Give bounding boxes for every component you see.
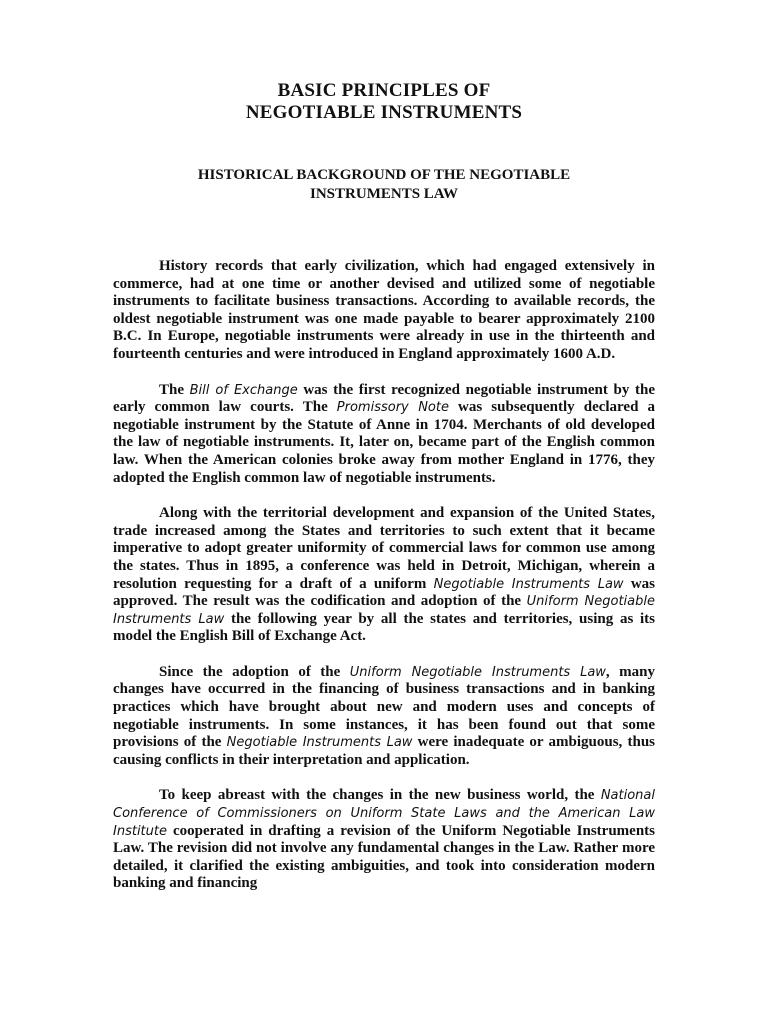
body-text bbox=[113, 258, 655, 893]
text-run: Along with the territorial development and expansion of the United States, trade increased among the States and territories to such extent that it became imperative to adopt greater uniformity of commercial laws for common use among the states. Thus in 1895, a conference was held in Detroit, Michigan, wherein a resolution requesting for a draft of a uniform bbox=[113, 505, 655, 592]
text-run: was subsequently declared a negotiable instrument by the Statute of Anne in 1704. Merchants of old developed the law of negotiable instruments. It, later on, became part of the English common law. When the American colonies broke away from mother England in 1776, they adopted the English common law of negotiable instruments. bbox=[113, 399, 656, 486]
section-heading bbox=[113, 166, 655, 204]
text-run: , many changes have occurred in the financing of business transactions and in banking practices which have brought about new and modern uses and concepts of negotiable instruments. In some instances, it has been found out that some provisions of the bbox=[113, 663, 655, 751]
text-run: To keep abreast with the changes in the new business world, the bbox=[159, 787, 601, 804]
text-run: was approved. The result was the codification and adoption of the bbox=[113, 575, 656, 610]
italic-term: Promissory Note bbox=[336, 400, 449, 416]
paragraph-1 bbox=[113, 258, 655, 364]
text-run: were inadequate or ambiguous, thus causing conflicts in their interpretation and application. bbox=[113, 734, 656, 768]
section-heading-line-2: INSTRUMENTS LAW bbox=[310, 186, 458, 202]
title-line-1: BASIC PRINCIPLES OF bbox=[277, 80, 491, 101]
text-run: Since the adoption of the bbox=[159, 663, 350, 680]
paragraph-3 bbox=[113, 505, 655, 646]
paragraph-5 bbox=[113, 787, 655, 893]
paragraph-2 bbox=[113, 382, 655, 488]
text-run: cooperated in drafting a revision of the Uniform Negotiable Instruments Law. The revision did not involve any fundamental changes in the Law. Rather more detailed, it clarified the existing ambiguities, and took into consideration modern banking and financing bbox=[113, 822, 655, 892]
italic-term: Negotiable Instruments Law bbox=[226, 735, 413, 751]
title-line-2: NEGOTIABLE INSTRUMENTS bbox=[245, 102, 523, 123]
text-run: The bbox=[159, 381, 190, 398]
paragraph-4 bbox=[113, 664, 655, 770]
italic-term: National Conference of Commissioners on Uniform State Laws and the American Law Institute bbox=[113, 788, 655, 839]
text-run: History records that early civilization, which had engaged extensively in commerce, had at one time or another devised and utilized some of negotiable instruments to facilitate business transactions. According to available records, the oldest negotiable instrument was one made payable to bearer approximately 2100 B.C. In Europe, negotiable instruments were already in use in the thirteenth and fourteenth centuries and were introduced in England approximately 1600 A.D. bbox=[113, 258, 655, 362]
text-run: the following year by all the states and territories, using as its model the English Bill of Exchange Act. bbox=[113, 610, 655, 645]
italic-term: Negotiable Instruments Law bbox=[433, 576, 624, 592]
italic-term: Bill of Exchange bbox=[189, 382, 298, 398]
document-title bbox=[113, 80, 655, 124]
italic-term: Uniform Negotiable Instruments Law bbox=[113, 594, 655, 627]
section-heading-line-1: HISTORICAL BACKGROUND OF THE NEGOTIABLE bbox=[197, 167, 571, 183]
text-run: was the first recognized negotiable instrument by the early common law courts. The bbox=[113, 381, 655, 416]
italic-term: Uniform Negotiable Instruments Law bbox=[349, 664, 606, 680]
